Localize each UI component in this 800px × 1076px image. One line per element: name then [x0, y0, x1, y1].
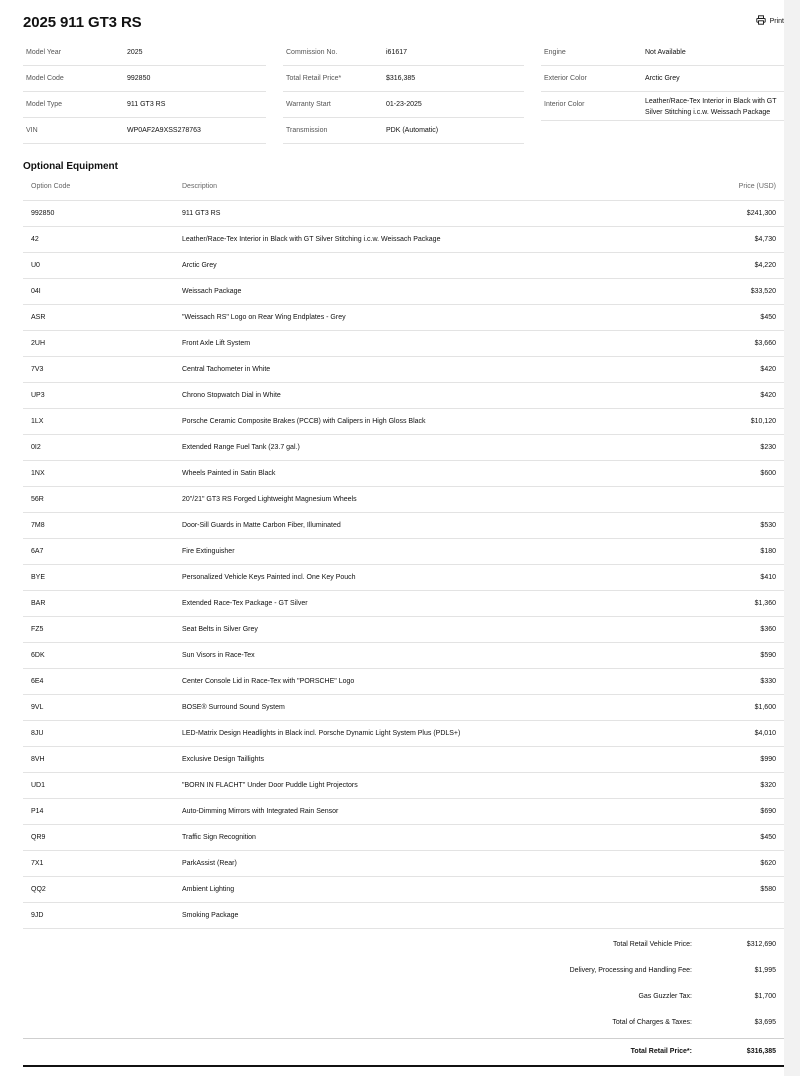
description-cell: BOSE® Surround Sound System [182, 704, 285, 711]
spec-value: 01-23-2025 [386, 101, 422, 108]
table-row [23, 825, 784, 851]
table-row [23, 461, 784, 487]
option-code-cell: 42 [31, 236, 39, 243]
price-cell: $580 [760, 886, 776, 893]
table-row [23, 539, 784, 565]
spec-value: PDK (Automatic) [386, 127, 439, 134]
spec-label: Model Year [26, 49, 62, 56]
option-code-cell: QQ2 [31, 886, 46, 893]
total-row [23, 958, 784, 984]
description-cell: Fire Extinguisher [182, 548, 235, 555]
option-code-cell: 7X1 [31, 860, 44, 867]
total-value: $1,700 [754, 993, 776, 1000]
table-row [23, 409, 784, 435]
description-cell: Central Tachometer in White [182, 366, 271, 373]
spec-model-type [23, 92, 266, 118]
price-cell: $330 [760, 678, 776, 685]
price-cell: $241,300 [746, 210, 776, 217]
spec-value: Leather/Race-Tex Interior in Black with GT Silver Stitching i.c.w. Weissach Package [645, 98, 777, 116]
printer-icon [756, 15, 766, 27]
option-code-cell: 6A7 [31, 548, 44, 555]
total-label: Delivery, Processing and Handling Fee: [569, 967, 692, 974]
option-code-cell: 0I2 [31, 444, 41, 451]
spec-value: 992850 [127, 75, 151, 82]
vehicle-specs [23, 40, 784, 145]
option-code-cell: 2UH [31, 340, 46, 347]
price-cell: $590 [760, 652, 776, 659]
spec-value: $316,385 [386, 75, 416, 82]
description-cell: Wheels Painted in Satin Black [182, 470, 276, 477]
table-body [23, 201, 784, 929]
table-row [23, 903, 784, 929]
option-code-cell: 1NX [31, 470, 45, 477]
price-cell: $600 [760, 470, 776, 477]
option-code-cell: 8VH [31, 756, 45, 763]
table-row [23, 799, 784, 825]
option-code-cell: U0 [31, 262, 40, 269]
table-row [23, 201, 784, 227]
option-code-cell: ASR [31, 314, 46, 321]
total-row [23, 984, 784, 1010]
description-cell: Auto-Dimming Mirrors with Integrated Rain Sensor [182, 808, 339, 815]
totals-list [23, 932, 784, 1036]
price-cell: $4,220 [754, 262, 776, 269]
total-value: $1,995 [754, 967, 776, 974]
header-description: Description [182, 183, 218, 190]
option-code-cell: QR9 [31, 834, 46, 841]
option-code-cell: 6E4 [31, 678, 44, 685]
description-cell: Porsche Ceramic Composite Brakes (PCCB) with Calipers in High Gloss Black [182, 418, 426, 425]
option-code-cell: 56R [31, 496, 44, 503]
table-row [23, 565, 784, 591]
option-code-cell: FZ5 [31, 626, 44, 633]
description-cell: Center Console Lid in Race-Tex with "PORSCHE" Logo [182, 678, 355, 685]
total-value: $312,690 [746, 941, 776, 948]
table-row [23, 747, 784, 773]
print-label: Print [769, 17, 784, 25]
print-button[interactable] [756, 15, 784, 27]
description-cell: Door-Sill Guards in Matte Carbon Fiber, Illuminated [182, 522, 341, 529]
grand-total-row [23, 1038, 784, 1067]
price-cell: $450 [760, 834, 776, 841]
table-row [23, 253, 784, 279]
total-row [23, 1010, 784, 1036]
price-cell: $420 [760, 366, 776, 373]
price-cell: $320 [760, 782, 776, 789]
description-cell: ParkAssist (Rear) [182, 860, 237, 867]
spec-interior-color [541, 92, 784, 121]
spec-label: Commission No. [286, 49, 338, 56]
spec-label: VIN [26, 127, 38, 134]
spec-label: Model Type [26, 101, 63, 108]
spec-model-code [23, 66, 266, 92]
spec-exterior-color [541, 66, 784, 92]
description-cell: Extended Race-Tex Package - GT Silver [182, 600, 308, 607]
specs-column-2 [283, 40, 524, 144]
price-cell: $620 [760, 860, 776, 867]
description-cell: Extended Range Fuel Tank (23.7 gal.) [182, 444, 300, 451]
price-cell: $450 [760, 314, 776, 321]
spec-value: WP0AF2A9XSS278763 [127, 127, 201, 134]
option-code-cell: 1LX [31, 418, 44, 425]
spec-label: Transmission [286, 127, 328, 134]
description-cell: LED-Matrix Design Headlights in Black incl. Porsche Dynamic Light System Plus (PDLS+) [182, 730, 461, 737]
option-code-cell: UD1 [31, 782, 46, 789]
spec-label: Total Retail Price* [286, 75, 342, 82]
header-price: Price (USD) [738, 183, 776, 190]
description-cell: Chrono Stopwatch Dial in White [182, 392, 281, 399]
option-code-cell: P14 [31, 808, 44, 815]
price-cell: $4,010 [754, 730, 776, 737]
spec-value: 2025 [127, 49, 143, 56]
description-cell: Leather/Race-Tex Interior in Black with GT Silver Stitching i.c.w. Weissach Package [182, 236, 441, 243]
price-cell: $410 [760, 574, 776, 581]
table-header [23, 174, 784, 201]
spec-value: i61617 [386, 49, 408, 56]
spec-total-retail-price [283, 66, 524, 92]
totals-section [23, 932, 784, 1067]
description-cell: "BORN IN FLACHT" Under Door Puddle Light Projectors [182, 782, 358, 789]
total-row [23, 932, 784, 958]
spec-label: Model Code [26, 75, 64, 82]
spec-label: Warranty Start [286, 101, 331, 108]
table-row [23, 877, 784, 903]
price-cell: $990 [760, 756, 776, 763]
spec-warranty-start [283, 92, 524, 118]
price-cell: $1,360 [754, 600, 776, 607]
description-cell: Front Axle Lift System [182, 340, 251, 347]
description-cell: Traffic Sign Recognition [182, 834, 256, 841]
description-cell: Sun Visors in Race-Tex [182, 652, 255, 659]
table-row [23, 695, 784, 721]
option-code-cell: 9VL [31, 704, 44, 711]
option-code-cell: 04I [31, 288, 41, 295]
option-code-cell: BAR [31, 600, 46, 607]
description-cell: "Weissach RS" Logo on Rear Wing Endplates - Grey [182, 314, 346, 321]
price-cell: $230 [760, 444, 776, 451]
table-row [23, 721, 784, 747]
spec-value: Arctic Grey [645, 75, 680, 82]
grand-total-label: Total Retail Price*: [630, 1048, 692, 1055]
price-cell: $180 [760, 548, 776, 555]
option-code-cell: 6DK [31, 652, 45, 659]
spec-commission-no [283, 40, 524, 66]
option-code-cell: 9JD [31, 912, 44, 919]
spec-value: Not Available [645, 49, 686, 56]
optional-equipment-title: Optional Equipment [23, 161, 118, 172]
table-row [23, 357, 784, 383]
spec-value: 911 GT3 RS [127, 101, 166, 108]
table-row [23, 227, 784, 253]
table-row [23, 669, 784, 695]
specs-column-1 [23, 40, 266, 144]
total-value: $3,695 [754, 1019, 776, 1026]
table-row [23, 305, 784, 331]
price-cell: $33,520 [750, 288, 776, 295]
table-row [23, 383, 784, 409]
option-code-cell: 7M8 [31, 522, 45, 529]
price-cell: $530 [760, 522, 776, 529]
table-row [23, 331, 784, 357]
option-code-cell: UP3 [31, 392, 45, 399]
description-cell: Arctic Grey [182, 262, 217, 269]
option-code-cell: 8JU [31, 730, 44, 737]
table-row [23, 435, 784, 461]
description-cell: Exclusive Design Taillights [182, 756, 264, 763]
table-row [23, 591, 784, 617]
total-label: Total Retail Vehicle Price: [613, 941, 692, 948]
specs-column-3 [541, 40, 784, 121]
header-option-code: Option Code [31, 183, 71, 190]
price-cell: $1,600 [754, 704, 776, 711]
grand-total-value: $316,385 [746, 1048, 776, 1055]
spec-label: Engine [544, 49, 566, 56]
table-row [23, 617, 784, 643]
description-cell: Personalized Vehicle Keys Painted incl. One Key Pouch [182, 574, 356, 581]
table-row [23, 513, 784, 539]
price-cell: $420 [760, 392, 776, 399]
option-code-cell: 7V3 [31, 366, 44, 373]
description-cell: Weissach Package [182, 288, 242, 295]
spec-vin [23, 118, 266, 144]
price-cell: $690 [760, 808, 776, 815]
description-cell: Smoking Package [182, 912, 239, 919]
total-label: Total of Charges & Taxes: [612, 1019, 692, 1026]
table-row [23, 851, 784, 877]
spec-model-year [23, 40, 266, 66]
table-row [23, 279, 784, 305]
spec-engine [541, 40, 784, 66]
spec-transmission [283, 118, 524, 144]
table-row [23, 487, 784, 513]
option-code-cell: BYE [31, 574, 46, 581]
total-label: Gas Guzzler Tax: [638, 993, 692, 1000]
description-cell: 20"/21" GT3 RS Forged Lightweight Magnesium Wheels [182, 496, 357, 503]
description-cell: Ambient Lighting [182, 886, 235, 893]
price-cell: $4,730 [754, 236, 776, 243]
spec-label: Interior Color [544, 101, 585, 108]
optional-equipment-table [23, 174, 784, 929]
price-cell: $10,120 [750, 418, 776, 425]
description-cell: Seat Belts in Silver Grey [182, 626, 258, 633]
option-code-cell: 992850 [31, 210, 55, 217]
price-cell: $360 [760, 626, 776, 633]
table-row [23, 773, 784, 799]
price-cell: $3,660 [754, 340, 776, 347]
description-cell: 911 GT3 RS [182, 210, 221, 217]
table-row [23, 643, 784, 669]
spec-label: Exterior Color [544, 75, 587, 82]
page-title: 2025 911 GT3 RS [23, 14, 142, 31]
